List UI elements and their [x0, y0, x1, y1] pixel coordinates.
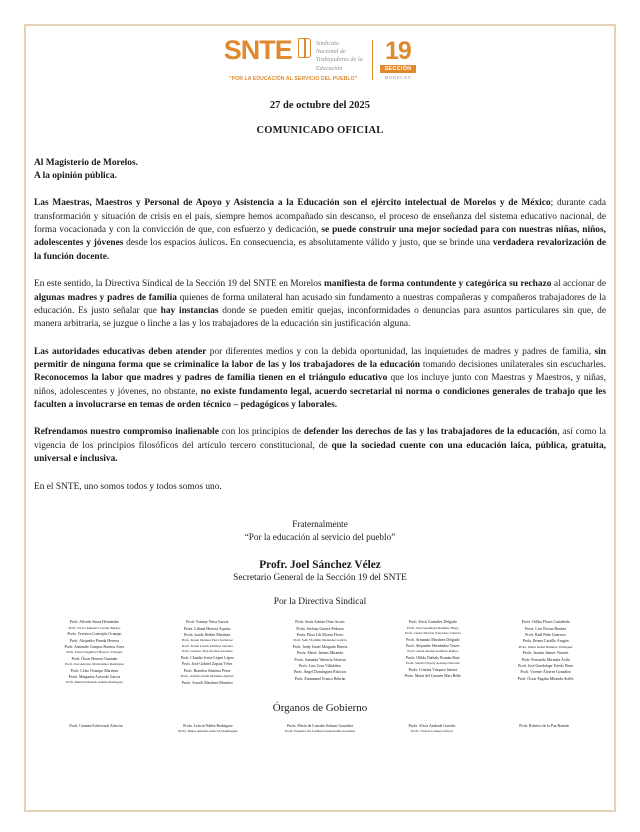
list-item: Profa. Samanta Valencia Alarista — [294, 657, 346, 662]
list-item: Profa. Karen Denisse Parra Gutiérrez — [181, 638, 233, 643]
list-item: Profr. Víctor Manuel Corrales Burgos — [68, 625, 121, 630]
addressee-block — [34, 157, 606, 184]
list-item: Profr. Armando Campos Buenos Aires — [64, 644, 125, 649]
text-run: al accionar de — [551, 279, 606, 290]
emphasis-run: no existe fundamento legal, acuerdo secretarial ni norma o condiciones generales de trabajo que les faculten a involucrarse en temas de orden técnico – pedagógicos y laborales. — [34, 386, 606, 410]
list-item: Profa. Violeta Campos Alvear — [411, 729, 453, 734]
list-item: Profr. Jesús Adrián Ortiz Arcias — [295, 620, 345, 625]
paragraph-4 — [34, 426, 606, 466]
list-item: Profa. Alicia Andrade Garrido — [408, 723, 456, 728]
list-item: Profa. Leticia Núñez Rodríguez — [183, 723, 233, 728]
list-item: Profr. Óscar Herrera Guzmán — [71, 656, 118, 661]
text-run: que los incluye junto con Maestras y Maestros, y niñas, niños, adolescentes y jóvenes, no obstante, — [34, 373, 606, 397]
list-item: Profr. Brandon Sánchez Pérez — [183, 668, 231, 673]
list-item: Profa. Isaidy Ibáñez Martínez — [184, 632, 231, 637]
text-run: por diferentes medios y con la debida oportunidad, las inquietudes de madres y padres de familia, — [206, 346, 595, 357]
list-item: Profa. María de Lourdes Salazar González — [286, 723, 354, 728]
text-run: quienes de forma unilateral han acusado sin fundamento a nuestras compañeras y compañeros trabajadores de la educación. Es justo señalar que — [34, 292, 607, 316]
descriptor-line-1: Sindicato — [315, 40, 340, 47]
descriptor-line-3: Trabajadores de la — [315, 56, 363, 64]
list-item: Profa. Stefany Guerra Pedraza — [296, 626, 344, 631]
list-item: Profa. Jazmín Jaimes Vinarés — [522, 651, 569, 656]
list-item: Profa. Verónica Castrejón Ocampo — [67, 632, 122, 637]
motto-text: “Por la educación al servicio del pueblo” — [244, 531, 396, 542]
list-item: Profa. Sandra Nayely Arzuaga Morales — [405, 661, 460, 666]
snte-wordmark: SNTE — [223, 35, 292, 65]
list-item: Profa. Mavic Jaimes Miranda — [296, 651, 343, 656]
snte-descriptor — [316, 38, 363, 73]
list-item: Profa. Ciro Fortuz Benítez — [524, 626, 567, 631]
signatory-role: Secretario General de la Sección 19 del SNTE — [233, 573, 407, 584]
list-item: Profr. Vicente Álvarez González — [520, 670, 571, 675]
names-column-3 — [264, 619, 377, 686]
text-run: , así como la vigencia de los principios filosóficos del artículo tercero constitucional, de — [34, 427, 606, 451]
list-item: Profr. José Gabriel Zapata Vélez — [181, 662, 233, 667]
paragraph-1 — [34, 197, 606, 264]
list-item: Profr. José Guadalupe Toledo Pinta — [518, 663, 574, 668]
list-item: Profa. Margarita Acevedo García — [68, 675, 121, 680]
list-item: Profr. Emmanuel Franco Beltrán — [294, 676, 346, 681]
signatory-name: Profr. Joel Sánchez Vélez — [259, 559, 381, 572]
text-run: donde se pueden emitir quejas, inconformidades o denuncias para asuntos particulares sin que, de manera arbitraria, se juzgue o linche a las y los trabajadores de la educación sin justificación alguna. — [34, 305, 606, 330]
list-item: Profr. Seth Vladimir Meléndez Galicia — [293, 638, 347, 643]
emphasis-run: Refrendamos nuestro compromiso inalienable — [34, 427, 219, 438]
emphasis-run: Las autoridades educativas deben atender — [34, 346, 207, 357]
paragraph-3 — [34, 346, 606, 413]
document-date: 27 de octubre del 2025 — [269, 99, 371, 111]
addressee-line-1: Al Magisterio de Morelos. — [34, 157, 138, 168]
emphasis-run: se puede construir una mejor sociedad para con nuestras niñas, niños, adolescentes y jóvenes — [34, 225, 606, 249]
snte-tagline: "POR LA EDUCACIÓN AL SERVICIO DEL PUEBLO" — [229, 75, 358, 82]
body-paragraphs — [34, 197, 606, 466]
emphasis-run: Las Maestras, Maestros y Personal de Apoyo y Asistencia a la Educación son el ejército intelectual de Morelos y de México — [34, 198, 551, 209]
list-item: Profr. Jordy Israel Morgado Huerta — [292, 644, 348, 649]
names-column-4 — [376, 619, 489, 686]
list-item: Profa. Karen Lizeth Tallabas Santana — [181, 643, 233, 648]
list-item: Profa. Elisa Lilí Morán Flores — [296, 632, 344, 637]
book-icon — [298, 38, 311, 58]
list-item: Profa. Liliana Herrera Aquino — [183, 626, 231, 631]
emphasis-run: Reconocemos la labor que madres y padres de familia tienen en el triángulo educativo — [34, 373, 388, 384]
list-item: Profr. Armando Martínez Delgado — [406, 637, 460, 642]
closing-line: En el SNTE, uno somos todos y todos somos uno. — [34, 482, 222, 493]
emphasis-run: algunas madres y padres de familia — [34, 292, 177, 303]
descriptor-line-2: Nacional de — [315, 48, 346, 56]
text-run: desde los espacios áulicos. En consecuencia, es absolutamente válido y justo, que se brinde una — [123, 238, 493, 249]
emphasis-run: que la sociedad cuente con una educación laica, pública, gratuita, universal e inclusiva. — [34, 440, 606, 464]
emphasis-run: sin permitir de ninguna forma que se criminalice la labor de las y los trabajadores de la educación — [34, 346, 606, 370]
emphasis-run: hay instancias — [160, 305, 219, 316]
list-item: Profa. Olilda Nathaly Román Ruiz — [405, 656, 460, 661]
list-item: Profr. Ángel Domínguez Palacios — [293, 670, 347, 675]
list-item: Profr. Alejandro Pineda Herrera — [69, 638, 120, 643]
list-item: Profr. Ramón Eduardo Adame Rodríguez — [65, 680, 123, 685]
signature-block — [34, 518, 606, 608]
emphasis-run: defender los derechos de las y los trabajadores de la educación — [303, 427, 558, 438]
list-item: Profr. Luis Cruz Villalobos — [298, 663, 342, 668]
list-item: Profr. Celso Ocampo Martínez — [70, 668, 119, 673]
snte-logo-main — [223, 35, 363, 73]
list-item: Profa. Araceli Martínez Montero — [181, 680, 233, 685]
list-item: Profa. Cristina Vázquez Iniesta — [408, 668, 458, 672]
names-column-2 — [151, 619, 264, 686]
paragraph-2 — [34, 278, 606, 331]
list-item: Profr. José Guadalupe Ramírez Plugo — [406, 625, 459, 630]
text-run: ; durante cada transformación y situación de crisis en el país, siempre hemos acompañado sin descanso, el proceso de enseñanza del sistema educativo nacional, de forma vocacionada y con la convicción de que, con esfuerzo y dedicación, — [34, 198, 607, 236]
organos-grid — [34, 723, 606, 735]
organos-title: Órganos de Gobierno — [272, 701, 368, 714]
list-item: Profr. José Antonio Montoamoa Rodríguez — [64, 662, 124, 667]
snte-logo-header — [34, 35, 606, 82]
section-number: 19 — [385, 37, 411, 65]
text-run: con los principios de — [218, 427, 304, 438]
list-item: Profr. Fernando Miranda Ávila — [521, 657, 570, 662]
list-item: Profr. Gustavo Noé Alcázar Arcianes — [181, 649, 233, 654]
snte-logo-left — [223, 35, 363, 82]
section-badge — [372, 37, 417, 80]
list-item: Profa. María Isabel Ramírez Velázquez — [518, 644, 573, 649]
document-content — [34, 32, 606, 735]
addressee-line-2: A la opinión pública. — [34, 171, 117, 182]
list-item: Profr. Pastor Engelbert Horacio Vázquez — [66, 650, 123, 655]
list-item: Profr. Raúl Peña Guerrero — [525, 632, 566, 637]
organos-column-2 — [152, 723, 264, 735]
section-label: SECCIÓN — [380, 65, 417, 73]
list-item: Profa. Eugenia del Carmen Guadarrama González — [284, 729, 356, 734]
emphasis-run: verdadera revalorización de la función docente. — [34, 238, 606, 262]
organos-column-1 — [40, 723, 152, 729]
list-item: Profr. Carlos Nicolás Solorzano Cabrera — [405, 631, 461, 636]
names-column-5 — [489, 619, 602, 686]
state-label: MORELOS — [384, 74, 412, 80]
text-run: tomando decisiones unilaterales sin escucharles. — [420, 359, 606, 370]
list-item: Profr. Carmen Echeverría Alarcón — [69, 723, 123, 728]
directiva-heading: Por la Directiva Sindical — [273, 597, 367, 608]
list-item: Profr. Alfredo Serna Hernández — [69, 620, 120, 625]
list-item: Profr. Claudio Ivette López López — [180, 656, 234, 661]
names-column-1 — [38, 619, 151, 686]
descriptor-line-4: Educación — [315, 64, 343, 72]
organos-column-4 — [376, 723, 488, 735]
list-item: Profa. Issela Anabel Gallardo Ramos — [407, 649, 459, 654]
list-item: Profa. Odilia Flores Castañeda — [521, 620, 570, 625]
organos-column-5 — [488, 723, 600, 729]
list-item: Profr. Tommy Nava García — [186, 620, 229, 625]
directiva-names-grid — [34, 619, 606, 686]
list-item: Profr. Alejandro Hernández Torres — [405, 644, 460, 649]
fraternally-text: Fraternalmente — [292, 518, 348, 529]
organos-column-3 — [264, 723, 376, 735]
list-item: Profr. Erick González Delgado — [408, 620, 457, 625]
list-item: Profa. Ibsena Castillo Aragón — [522, 639, 569, 644]
list-item: Profa. María del Carmen Mari Bello — [404, 674, 462, 679]
emphasis-run: manifiesta de forma contundente y categórica su rechazo — [323, 279, 552, 290]
list-item: Profa. Adriana Arida Martínez Aguirre — [180, 674, 234, 679]
text-run: En este sentido, la Directiva Sindical de la Sección 19 del SNTE en Morelos — [34, 279, 324, 290]
page-title: COMUNICADO OFICIAL — [256, 124, 384, 136]
list-item: Profr. Roberto de la Paz Román — [519, 723, 569, 728]
list-item: Profa. María Amadea Alarcón Domínguez — [178, 729, 238, 734]
list-item: Profr. Óscar Fagaba Miranda Avilés — [517, 676, 574, 681]
